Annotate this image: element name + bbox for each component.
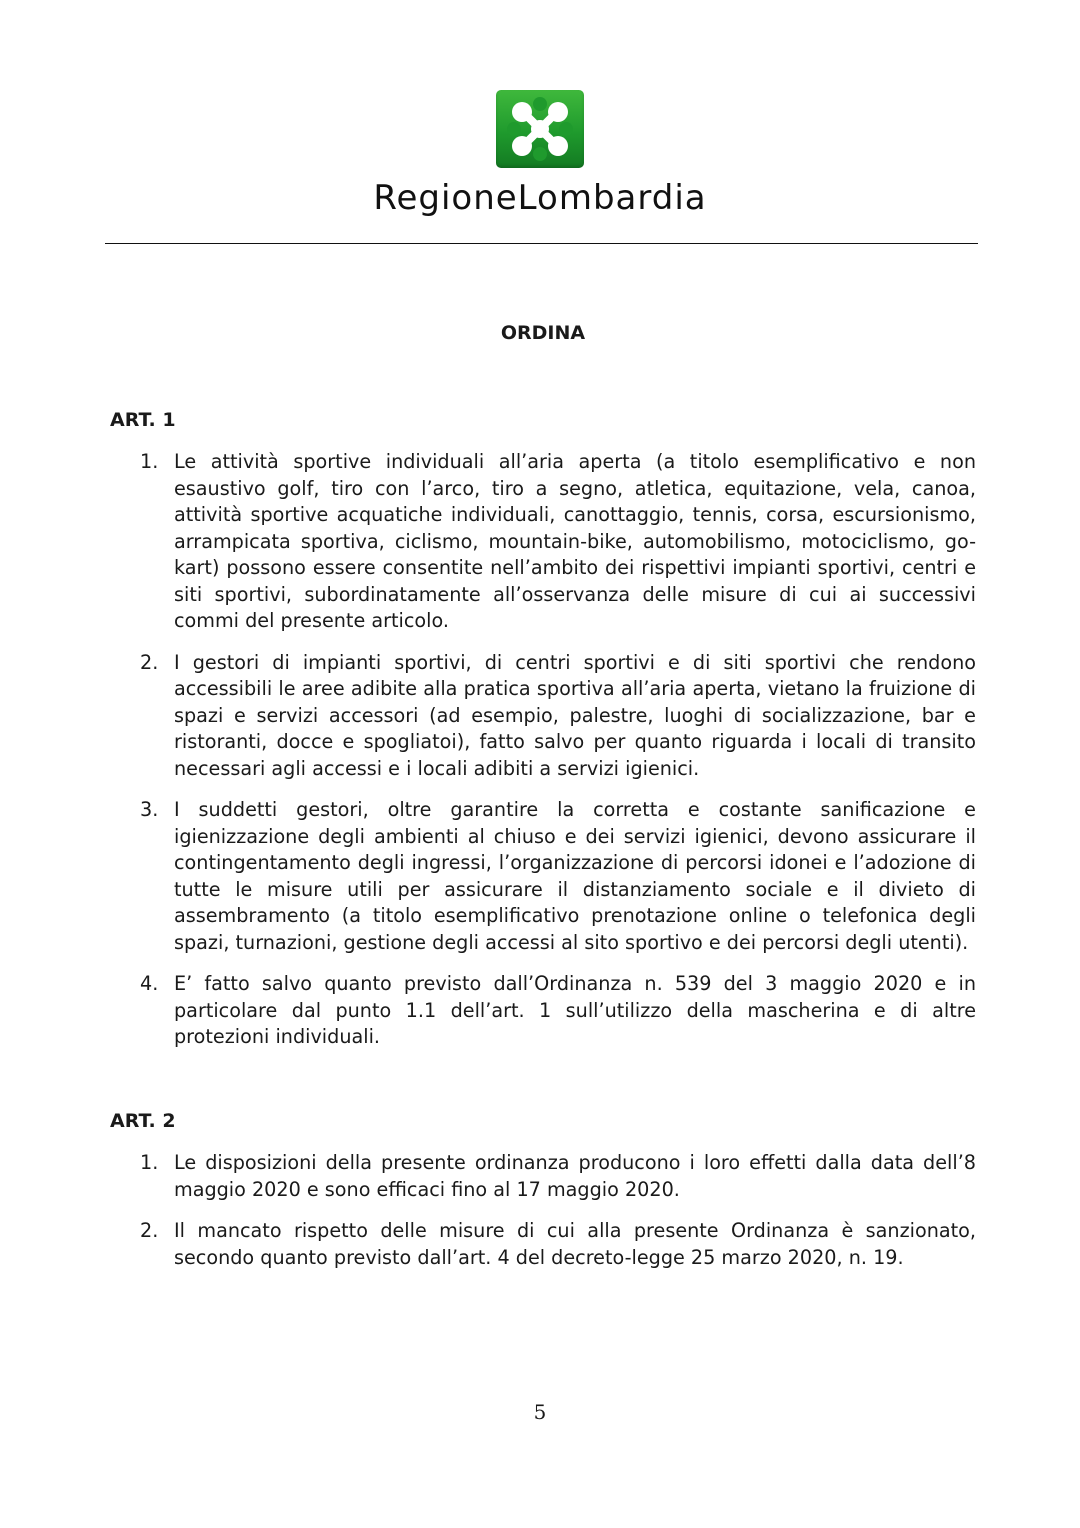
clause-number: 2. [140, 650, 159, 674]
article-title: ART. 2 [110, 1109, 176, 1132]
section-spacer [110, 1066, 976, 1108]
logo-wordmark: RegioneLombardia [373, 178, 707, 218]
clause-text: I suddetti gestori, oltre garantire la corretta e costante sanificazione e igienizzazione degli ambienti al chiuso e dei servizi igienici, devono assicurare il contingentamento degli ingressi, l’organizzazione di percorsi idonei e l’adozione di tutte le misure utili per assicurare il distanziamento sociale e il divieto di assembramento (a titolo esemplificativo prenotazione online o telefonica degli spazi, turnazioni, gestione degli accessi al sito sportivo e dei percorsi degli utenti). [174, 798, 976, 954]
document-heading: ORDINA [500, 322, 586, 344]
clause-text: Il mancato rispetto delle misure di cui alla presente Ordinanza è sanzionato, secondo quanto previsto dall’art. 4 del decreto-legge 25 marzo 2020, n. 19. [174, 1219, 976, 1269]
clause-number: 1. [140, 450, 159, 473]
article-title: ART. 1 [110, 408, 176, 431]
clause-item [110, 1218, 976, 1271]
clause-text: Le disposizioni della presente ordinanza producono i loro effetti dalla data dell’8 maggio 2020 e sono efficaci fino al 17 maggio 2020. [174, 1151, 976, 1201]
clause-number: 3. [140, 798, 159, 821]
clause-text: I gestori di impianti sportivi, di centri sportivi e di siti sportivi che rendono accessibili le aree adibite alla pratica sportiva all’aria aperta, vietano la fruizione di spazi e servizi accessori (ad esempio, palestre, luoghi di socializzazione, bar e ristoranti, docce e spogliatoi), fatto salvo per quanto riguarda i locali di transito necessari agli accessi e i locali adibiti a servizi igienici. [174, 650, 976, 780]
clause-list [110, 1150, 976, 1271]
clause-number: 2. [140, 1219, 159, 1242]
page-number: 5 [533, 1400, 547, 1424]
clause-item [110, 1150, 976, 1203]
article-1 [110, 407, 976, 1051]
clause-item [110, 449, 976, 635]
header-logo [0, 90, 1080, 218]
article-2 [110, 1108, 976, 1272]
clause-number: 1. [140, 1151, 159, 1174]
clause-item [110, 650, 976, 783]
clause-item [110, 971, 976, 1051]
clause-text: Le attività sportive individuali all’aria aperta (a titolo esemplificativo e non esaustivo golf, tiro con l’arco, tiro a segno, atletica, equitazione, vela, canoa, attività sportive acquatiche individuali, canottaggio, tennis, corsa, escursionismo, arrampicata sportiva, ciclismo, mountain-bike, automobilismo, motociclismo, go-kart) possono essere consentite nell’ambito dei rispettivi impianti sportivi, centri e siti sportivi, subordinatamente all’osservanza delle misure di cui ai successivi commi del presente articolo. [174, 450, 976, 632]
regione-lombardia-emblem-icon [496, 90, 584, 168]
clause-list [110, 449, 976, 1051]
header-divider [105, 243, 978, 244]
clause-item [110, 797, 976, 956]
clause-number: 4. [140, 972, 159, 995]
clause-text: E’ fatto salvo quanto previsto dall’Ordinanza n. 539 del 3 maggio 2020 e in particolare dal punto 1.1 dell’art. 1 sull’utilizzo della mascherina e di altre protezioni individuali. [174, 972, 976, 1048]
document-body [110, 320, 976, 1286]
